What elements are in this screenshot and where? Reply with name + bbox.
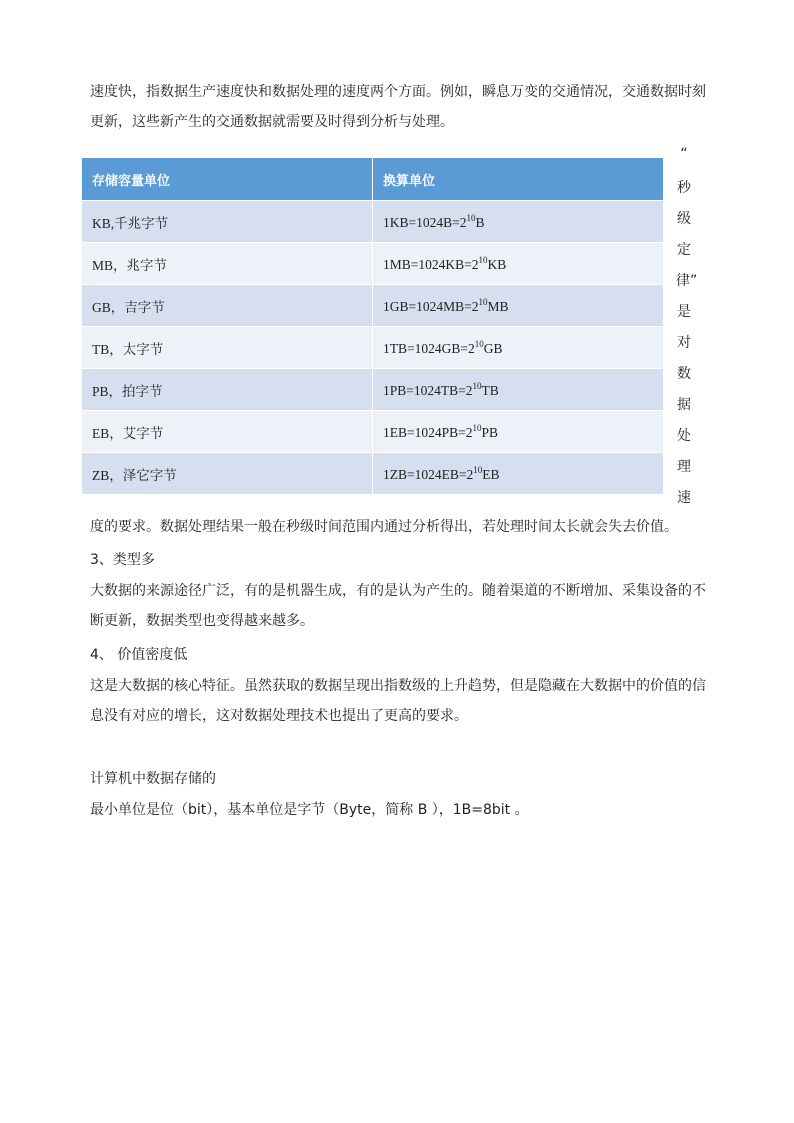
vertical-char: 处 (677, 428, 691, 444)
table-row (82, 411, 663, 453)
heading-value-density: 4、 价值密度低 (90, 647, 188, 663)
cell-conversion: $1TB=1024GB=2^{10}GB$ (373, 327, 664, 369)
cell-unit: TB，太字节 (82, 327, 373, 369)
cell-unit: PB，拍字节 (82, 369, 373, 411)
cell-unit: KB,千兆字节 (82, 201, 373, 243)
cell-unit: ZB，泽它字节 (82, 453, 373, 495)
table-row (82, 453, 663, 495)
cell-conversion: $1KB=1024B=2^{10}B$ (373, 201, 664, 243)
header-storage-unit: 存储容量单位 (82, 158, 373, 201)
heading-variety: 3、类型多 (90, 552, 155, 568)
paragraph-storage-intro: 计算机中数据存储的 (90, 771, 216, 787)
vertical-char: 速 (677, 490, 691, 506)
vertical-char: 据 (677, 397, 691, 413)
vertical-char: 律” (676, 273, 698, 289)
paragraph-value-density: 这是大数据的核心特征。虽然获取的数据呈现出指数级的上升趋势，但是隐藏在大数据中的价值的信息没有对应的增长，这对数据处理技术也提出了更高的要求。 (90, 678, 706, 724)
cell-conversion: $1ZB=1024EB=2^{10}EB$ (373, 453, 664, 495)
table-row (82, 243, 663, 285)
vertical-char: “ (680, 146, 688, 162)
vertical-char: 对 (677, 335, 691, 351)
table-row (82, 369, 663, 411)
paragraph-speed: 速度快，指数据生产速度快和数据处理的速度两个方面。例如，瞬息万变的交通情况，交通数据时刻更新，这些新产生的交通数据就需要及时得到分析与处理。 (90, 84, 706, 130)
storage-unit-table (82, 158, 663, 494)
vertical-char: 级 (677, 211, 691, 227)
vertical-char: 数 (677, 366, 691, 382)
table-row (82, 201, 663, 243)
paragraph-storage-units: 最小单位是位（bit），基本单位是字节（Byte，简称 B ），1B=8bit 。 (90, 802, 529, 818)
table-header-row (82, 158, 663, 201)
cell-conversion: $1MB=1024KB=2^{10}KB$ (373, 243, 664, 285)
vertical-char: 定 (677, 242, 691, 258)
paragraph-speed-continued: 度的要求。数据处理结果一般在秒级时间范围内通过分析得出，若处理时间太长就会失去价值。 (90, 519, 678, 535)
cell-conversion: $1GB=1024MB=2^{10}MB$ (373, 285, 664, 327)
table-row (82, 327, 663, 369)
vertical-char: 是 (677, 304, 691, 320)
cell-unit: GB，吉字节 (82, 285, 373, 327)
paragraph-variety: 大数据的来源途径广泛，有的是机器生成，有的是认为产生的。随着渠道的不断增加、采集设备的不断更新，数据类型也变得越来越多。 (90, 583, 706, 629)
cell-conversion: $1EB=1024PB=2^{10}PB$ (373, 411, 664, 453)
cell-unit: MB，兆字节 (82, 243, 373, 285)
table-row (82, 285, 663, 327)
cell-conversion: $1PB=1024TB=2^{10}TB$ (373, 369, 664, 411)
vertical-char: 理 (677, 459, 691, 475)
header-conversion: 换算单位 (373, 158, 664, 201)
vertical-char: 秒 (677, 180, 691, 196)
cell-unit: EB，艾字节 (82, 411, 373, 453)
